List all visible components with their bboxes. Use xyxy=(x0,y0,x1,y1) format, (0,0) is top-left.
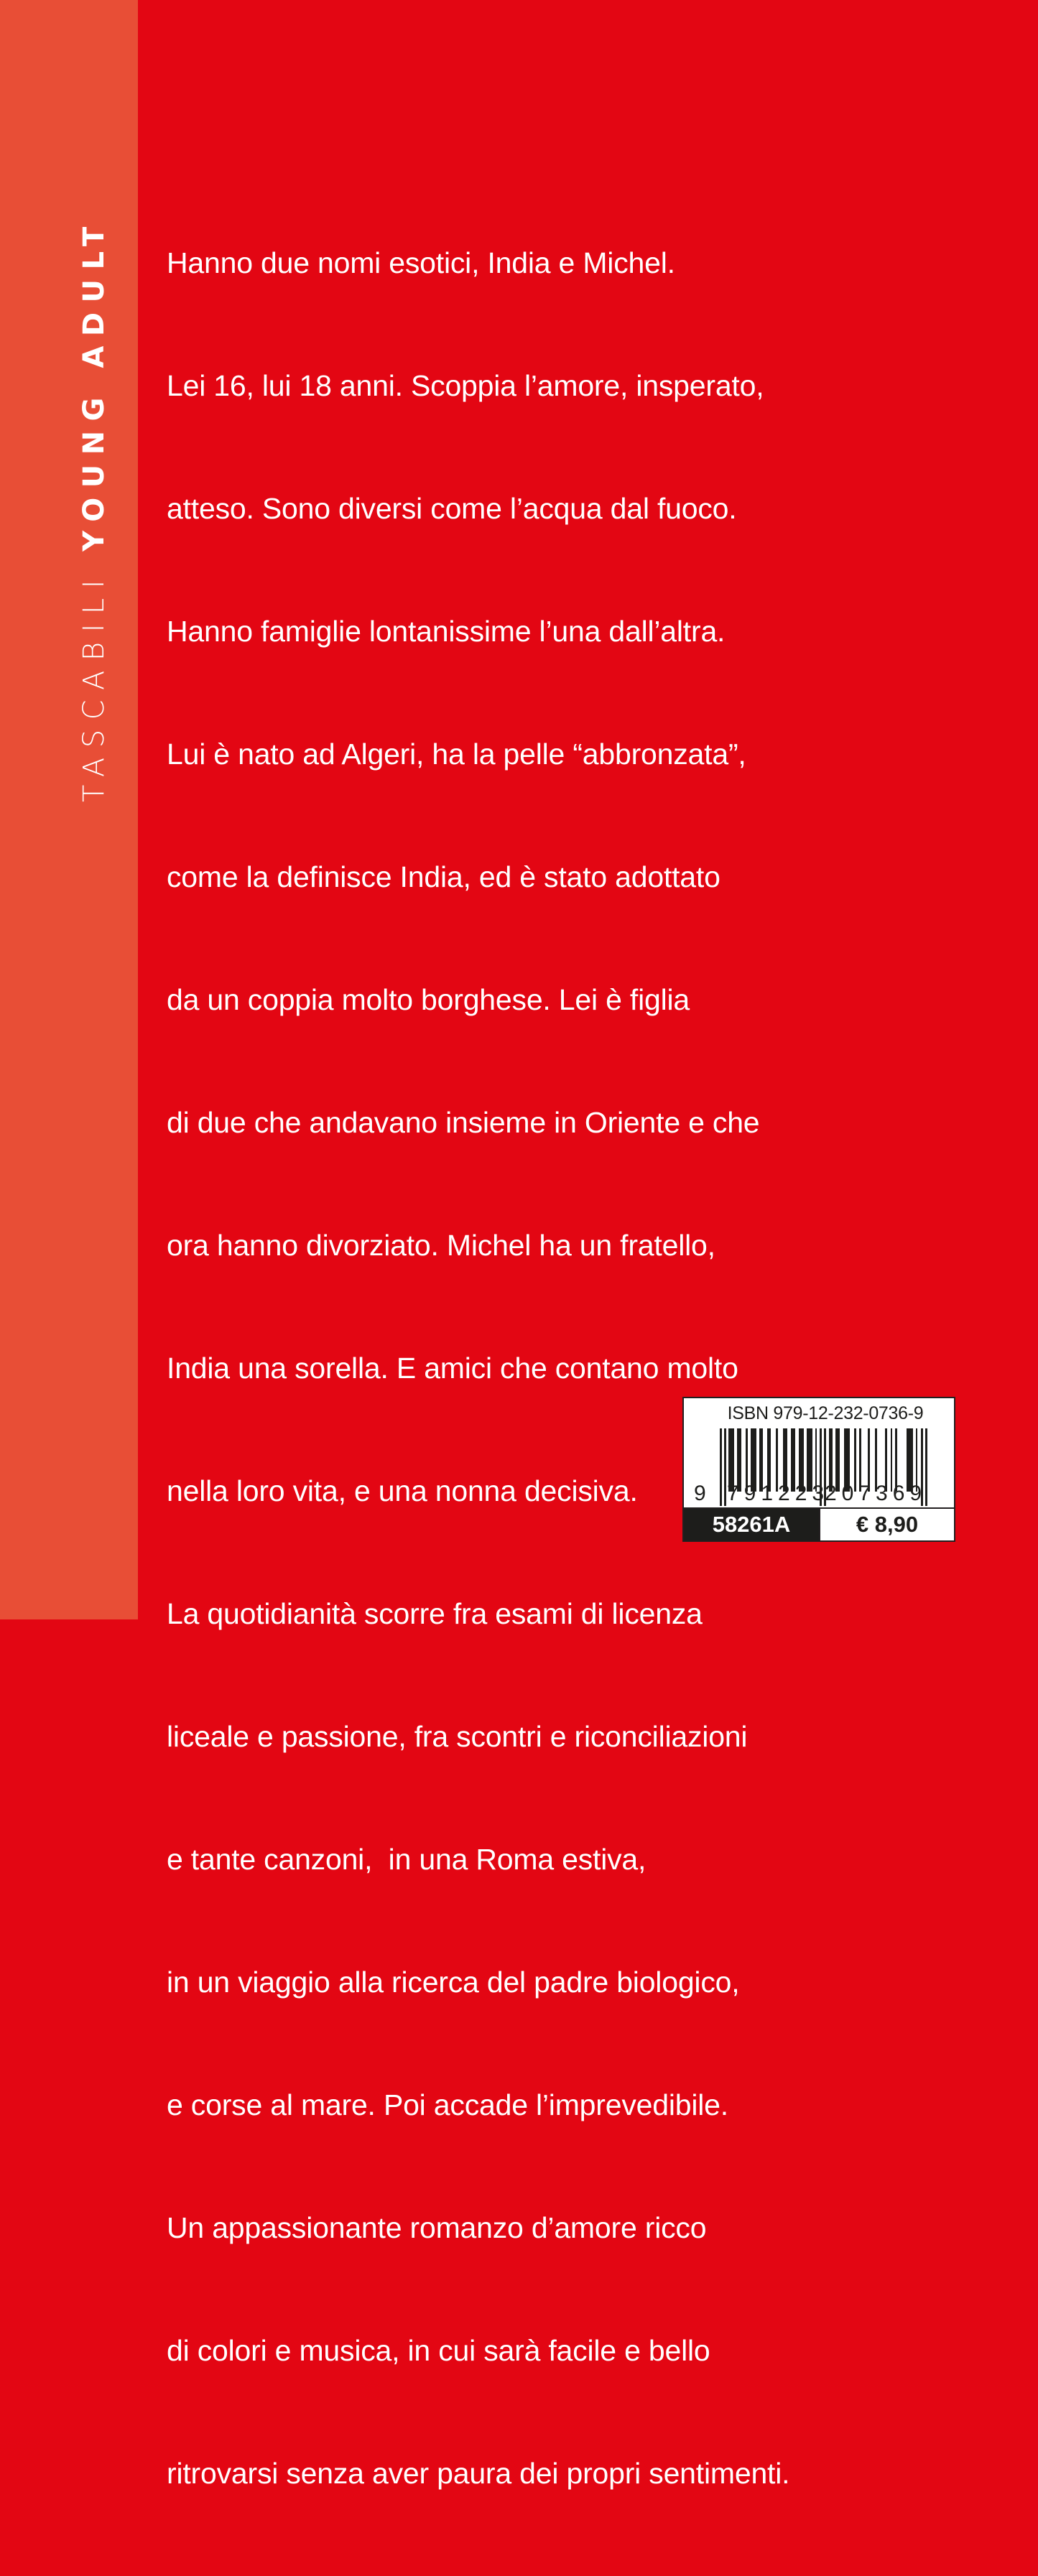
isbn-barcode-sticker xyxy=(682,1397,955,1542)
blurb-line: ora hanno divorziato. Michel ha un fratello, xyxy=(167,1229,715,1262)
blurb-line: di due che andavano insieme in Oriente e che xyxy=(167,1106,760,1139)
blurb-line: atteso. Sono diversi come l’acqua dal fuoco. xyxy=(167,492,737,525)
series-label xyxy=(77,217,111,802)
blurb-line: e corse al mare. Poi accade l’imprevedibile. xyxy=(167,2088,728,2121)
blurb-line: Hanno famiglie lontanissime l’una dall’altra. xyxy=(167,615,726,648)
blurb-line: ritrovarsi senza aver paura dei propri sentimenti. xyxy=(167,2457,790,2490)
blurb-line: liceale e passione, fra scontri e riconciliazioni xyxy=(167,1720,748,1753)
isbn-label: ISBN 979-12-232-0736-9 xyxy=(727,1403,924,1423)
barcode-left-digits: 791223 xyxy=(727,1482,830,1505)
collection-name: YOUNG ADULT xyxy=(78,217,111,552)
sticker-footer xyxy=(684,1507,954,1540)
blurb-line: come la definisce India, ed è stato adottato xyxy=(167,860,720,893)
blurb-line: nella loro vita, e una nonna decisiva. xyxy=(167,1474,638,1507)
product-code: 58261A xyxy=(684,1509,819,1540)
barcode-first-digit: 9 xyxy=(694,1482,706,1505)
blurb-line: Hanno due nomi esotici, India e Michel. xyxy=(167,246,675,279)
book-blurb xyxy=(167,161,957,2576)
side-strip xyxy=(0,0,138,1619)
series-name: TASCABILI xyxy=(78,570,111,802)
blurb-line: Lei 16, lui 18 anni. Scoppia l’amore, insperato, xyxy=(167,369,764,402)
blurb-line: da un coppia molto borghese. Lei è figlia xyxy=(167,983,690,1016)
blurb-line: in un viaggio alla ricerca del padre biologico, xyxy=(167,1966,740,1999)
barcode-digits xyxy=(684,1481,957,1507)
blurb-line: Lui è nato ad Algeri, ha la pelle “abbronzata”, xyxy=(167,738,746,771)
barcode-right-digits: 207369 xyxy=(825,1482,927,1505)
price-label: € 8,90 xyxy=(819,1509,954,1540)
blurb-line: e tante canzoni, in una Roma estiva, xyxy=(167,1843,647,1876)
blurb-line: La quotidianità scorre fra esami di licenza xyxy=(167,1597,703,1630)
blurb-line: Un appassionante romanzo d’amore ricco xyxy=(167,2211,707,2244)
blurb-line: India una sorella. E amici che contano molto xyxy=(167,1352,738,1385)
blurb-line: di colori e musica, in cui sarà facile e bello xyxy=(167,2334,710,2367)
